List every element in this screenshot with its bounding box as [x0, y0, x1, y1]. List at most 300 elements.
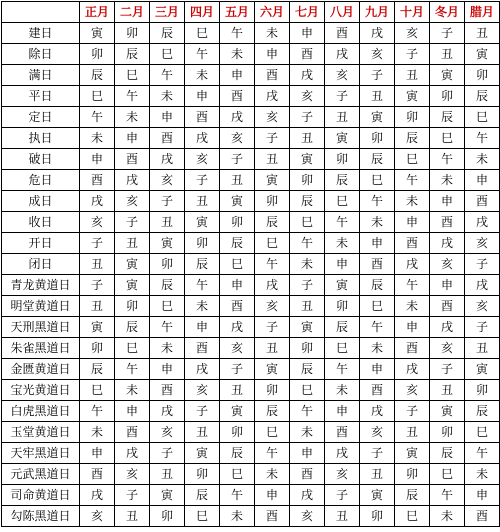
- day-cell: 子: [150, 191, 185, 212]
- day-cell: 辰: [220, 233, 255, 254]
- month-header: 七月: [290, 2, 325, 23]
- day-cell: 丑: [255, 338, 290, 359]
- day-cell: 辰: [255, 212, 290, 233]
- day-cell: 未: [185, 65, 220, 86]
- day-cell: 辰: [325, 317, 360, 338]
- day-cell: 巳: [255, 233, 290, 254]
- day-cell: 辰: [185, 485, 220, 506]
- day-cell: 寅: [150, 233, 185, 254]
- table-row: [2, 149, 500, 170]
- row-label: 平日: [2, 86, 80, 107]
- day-cell: 戌: [325, 44, 360, 65]
- day-cell: 戌: [115, 443, 150, 464]
- day-cell: 申: [430, 191, 465, 212]
- day-cell: 未: [150, 86, 185, 107]
- day-cell: 午: [430, 149, 465, 170]
- table-row: [2, 65, 500, 86]
- row-label: 玉堂黄道日: [2, 422, 80, 443]
- day-cell: 卯: [325, 296, 360, 317]
- day-cell: 午: [465, 443, 500, 464]
- day-cell: 申: [325, 401, 360, 422]
- day-cell: 酉: [395, 233, 430, 254]
- table-row: [2, 44, 500, 65]
- day-cell: 酉: [220, 296, 255, 317]
- table-row: [2, 380, 500, 401]
- row-label: 白虎黑道日: [2, 401, 80, 422]
- day-cell: 未: [395, 296, 430, 317]
- day-cell: 丑: [150, 464, 185, 485]
- day-cell: 戌: [185, 128, 220, 149]
- month-header: 八月: [325, 2, 360, 23]
- day-cell: 巳: [185, 23, 220, 44]
- almanac-day-table: [1, 1, 500, 527]
- day-cell: 酉: [185, 107, 220, 128]
- day-cell: 子: [430, 23, 465, 44]
- table-row: [2, 86, 500, 107]
- day-cell: 戌: [115, 170, 150, 191]
- day-cell: 辰: [395, 128, 430, 149]
- day-cell: 酉: [360, 254, 395, 275]
- day-cell: 申: [360, 233, 395, 254]
- day-cell: 申: [255, 44, 290, 65]
- day-cell: 巳: [395, 506, 430, 527]
- day-cell: 未: [185, 296, 220, 317]
- day-cell: 巳: [150, 44, 185, 65]
- row-label: 勾陈黑道日: [2, 506, 80, 527]
- month-header: 四月: [185, 2, 220, 23]
- day-cell: 寅: [220, 401, 255, 422]
- day-cell: 巳: [325, 338, 360, 359]
- day-cell: 巳: [185, 506, 220, 527]
- day-cell: 申: [150, 107, 185, 128]
- month-header: 九月: [360, 2, 395, 23]
- day-cell: 戌: [395, 254, 430, 275]
- day-cell: 申: [115, 401, 150, 422]
- day-cell: 酉: [115, 422, 150, 443]
- day-cell: 卯: [465, 380, 500, 401]
- month-header: 三月: [150, 2, 185, 23]
- day-cell: 丑: [80, 254, 115, 275]
- day-cell: 子: [255, 317, 290, 338]
- day-cell: 巳: [395, 149, 430, 170]
- day-cell: 子: [185, 401, 220, 422]
- day-cell: 辰: [150, 275, 185, 296]
- day-cell: 酉: [290, 44, 325, 65]
- day-cell: 巳: [290, 212, 325, 233]
- day-cell: 申: [290, 23, 325, 44]
- day-cell: 辰: [290, 191, 325, 212]
- day-cell: 寅: [115, 275, 150, 296]
- day-cell: 子: [360, 443, 395, 464]
- table-row: [2, 422, 500, 443]
- day-cell: 辰: [115, 44, 150, 65]
- day-cell: 辰: [150, 23, 185, 44]
- day-cell: 卯: [255, 191, 290, 212]
- day-cell: 辰: [430, 107, 465, 128]
- day-cell: 丑: [360, 86, 395, 107]
- day-cell: 戌: [185, 359, 220, 380]
- day-cell: 未: [360, 338, 395, 359]
- day-cell: 卯: [430, 422, 465, 443]
- day-cell: 子: [220, 359, 255, 380]
- day-cell: 巳: [360, 170, 395, 191]
- day-cell: 午: [290, 233, 325, 254]
- day-cell: 亥: [325, 65, 360, 86]
- day-cell: 亥: [395, 23, 430, 44]
- day-cell: 戌: [150, 401, 185, 422]
- day-cell: 酉: [80, 464, 115, 485]
- day-cell: 亥: [360, 44, 395, 65]
- day-cell: 卯: [185, 233, 220, 254]
- day-cell: 申: [360, 359, 395, 380]
- day-cell: 卯: [115, 296, 150, 317]
- day-cell: 子: [255, 128, 290, 149]
- day-cell: 未: [255, 23, 290, 44]
- day-cell: 丑: [395, 422, 430, 443]
- table-row: [2, 359, 500, 380]
- day-cell: 酉: [115, 149, 150, 170]
- day-cell: 酉: [255, 65, 290, 86]
- day-cell: 亥: [115, 464, 150, 485]
- month-header: 十月: [395, 2, 430, 23]
- day-cell: 未: [430, 170, 465, 191]
- day-cell: 丑: [115, 233, 150, 254]
- row-label: 天牢黑道日: [2, 443, 80, 464]
- day-cell: 未: [430, 506, 465, 527]
- day-cell: 辰: [115, 317, 150, 338]
- day-cell: 亥: [255, 296, 290, 317]
- day-cell: 巳: [80, 86, 115, 107]
- day-cell: 辰: [255, 401, 290, 422]
- day-cell: 丑: [325, 107, 360, 128]
- day-cell: 未: [290, 254, 325, 275]
- day-cell: 寅: [290, 149, 325, 170]
- day-cell: 寅: [465, 44, 500, 65]
- day-cell: 亥: [325, 464, 360, 485]
- day-cell: 辰: [185, 254, 220, 275]
- day-cell: 寅: [185, 212, 220, 233]
- day-cell: 午: [80, 107, 115, 128]
- table-row: [2, 275, 500, 296]
- day-cell: 卯: [80, 44, 115, 65]
- day-cell: 戌: [290, 485, 325, 506]
- day-cell: 卯: [395, 464, 430, 485]
- day-cell: 辰: [395, 485, 430, 506]
- day-cell: 亥: [150, 170, 185, 191]
- day-cell: 寅: [430, 65, 465, 86]
- day-cell: 申: [150, 359, 185, 380]
- row-label: 司命黄道日: [2, 485, 80, 506]
- day-cell: 亥: [185, 380, 220, 401]
- row-label: 收日: [2, 212, 80, 233]
- day-cell: 子: [115, 485, 150, 506]
- day-cell: 卯: [290, 338, 325, 359]
- day-cell: 亥: [80, 212, 115, 233]
- day-cell: 申: [395, 317, 430, 338]
- day-cell: 子: [80, 233, 115, 254]
- row-label: 青龙黄道日: [2, 275, 80, 296]
- day-cell: 子: [290, 107, 325, 128]
- day-cell: 酉: [395, 338, 430, 359]
- day-cell: 子: [185, 170, 220, 191]
- day-cell: 子: [290, 275, 325, 296]
- day-cell: 辰: [80, 359, 115, 380]
- day-cell: 寅: [325, 275, 360, 296]
- day-cell: 午: [395, 170, 430, 191]
- day-cell: 子: [325, 86, 360, 107]
- day-cell: 酉: [150, 380, 185, 401]
- day-cell: 辰: [360, 275, 395, 296]
- day-cell: 午: [325, 359, 360, 380]
- day-cell: 午: [220, 485, 255, 506]
- day-cell: 寅: [395, 443, 430, 464]
- day-cell: 子: [465, 254, 500, 275]
- day-cell: 午: [150, 65, 185, 86]
- day-cell: 亥: [150, 422, 185, 443]
- table-row: [2, 254, 500, 275]
- table-row: [2, 233, 500, 254]
- day-cell: 午: [325, 212, 360, 233]
- day-cell: 未: [255, 464, 290, 485]
- day-cell: 子: [325, 485, 360, 506]
- day-cell: 午: [395, 275, 430, 296]
- day-cell: 子: [430, 359, 465, 380]
- day-cell: 未: [80, 128, 115, 149]
- day-cell: 酉: [360, 380, 395, 401]
- day-cell: 丑: [465, 338, 500, 359]
- day-cell: 辰: [290, 359, 325, 380]
- day-cell: 卯: [430, 86, 465, 107]
- day-cell: 酉: [465, 191, 500, 212]
- day-cell: 亥: [80, 506, 115, 527]
- table-row: [2, 191, 500, 212]
- day-cell: 申: [220, 65, 255, 86]
- day-cell: 午: [185, 44, 220, 65]
- day-cell: 申: [430, 275, 465, 296]
- day-cell: 亥: [290, 86, 325, 107]
- day-cell: 酉: [150, 128, 185, 149]
- day-cell: 卯: [360, 506, 395, 527]
- day-cell: 酉: [430, 212, 465, 233]
- day-cell: 午: [465, 128, 500, 149]
- day-cell: 亥: [290, 506, 325, 527]
- day-cell: 申: [255, 485, 290, 506]
- day-cell: 丑: [185, 191, 220, 212]
- day-cell: 卯: [325, 149, 360, 170]
- day-cell: 子: [360, 65, 395, 86]
- header-row: [2, 2, 500, 23]
- table-row: [2, 107, 500, 128]
- day-cell: 卯: [290, 170, 325, 191]
- day-cell: 卯: [150, 254, 185, 275]
- day-cell: 寅: [255, 170, 290, 191]
- day-cell: 子: [220, 149, 255, 170]
- table-row: [2, 170, 500, 191]
- table-row: [2, 296, 500, 317]
- corner-cell: [2, 2, 80, 23]
- table-row: [2, 443, 500, 464]
- day-cell: 戌: [220, 317, 255, 338]
- day-cell: 巳: [465, 107, 500, 128]
- day-cell: 未: [395, 191, 430, 212]
- table-row: [2, 338, 500, 359]
- day-cell: 丑: [185, 422, 220, 443]
- day-cell: 亥: [465, 296, 500, 317]
- day-cell: 申: [465, 170, 500, 191]
- day-cell: 申: [325, 254, 360, 275]
- row-label: 朱雀黑道日: [2, 338, 80, 359]
- day-cell: 辰: [80, 65, 115, 86]
- day-cell: 酉: [430, 296, 465, 317]
- day-cell: 未: [115, 107, 150, 128]
- day-cell: 寅: [290, 317, 325, 338]
- day-cell: 巳: [430, 128, 465, 149]
- day-cell: 卯: [150, 506, 185, 527]
- day-cell: 巳: [150, 296, 185, 317]
- day-cell: 巳: [220, 464, 255, 485]
- day-cell: 戌: [255, 86, 290, 107]
- day-cell: 午: [115, 359, 150, 380]
- day-cell: 巳: [290, 380, 325, 401]
- day-cell: 巳: [220, 254, 255, 275]
- day-cell: 未: [465, 464, 500, 485]
- day-cell: 亥: [220, 128, 255, 149]
- day-cell: 卯: [360, 128, 395, 149]
- day-cell: 酉: [465, 506, 500, 527]
- day-cell: 申: [80, 443, 115, 464]
- day-cell: 未: [325, 380, 360, 401]
- day-cell: 亥: [115, 191, 150, 212]
- row-label: 危日: [2, 170, 80, 191]
- day-cell: 亥: [360, 422, 395, 443]
- day-cell: 酉: [185, 338, 220, 359]
- day-cell: 未: [150, 338, 185, 359]
- day-cell: 戌: [465, 212, 500, 233]
- day-cell: 子: [115, 212, 150, 233]
- day-cell: 辰: [465, 401, 500, 422]
- day-cell: 卯: [80, 338, 115, 359]
- day-cell: 午: [220, 23, 255, 44]
- day-cell: 午: [185, 275, 220, 296]
- day-cell: 寅: [255, 359, 290, 380]
- table-row: [2, 317, 500, 338]
- day-cell: 申: [80, 149, 115, 170]
- day-cell: 丑: [430, 380, 465, 401]
- day-cell: 寅: [465, 359, 500, 380]
- month-header: 二月: [115, 2, 150, 23]
- row-label: 成日: [2, 191, 80, 212]
- day-cell: 戌: [465, 275, 500, 296]
- day-cell: 寅: [80, 317, 115, 338]
- day-cell: 丑: [115, 506, 150, 527]
- row-label: 闭日: [2, 254, 80, 275]
- day-cell: 戌: [325, 443, 360, 464]
- day-cell: 巳: [325, 191, 360, 212]
- month-header: 正月: [80, 2, 115, 23]
- day-cell: 寅: [325, 128, 360, 149]
- row-label: 宝光黄道日: [2, 380, 80, 401]
- day-cell: 卯: [465, 65, 500, 86]
- day-cell: 戌: [80, 485, 115, 506]
- day-cell: 午: [80, 401, 115, 422]
- day-cell: 卯: [220, 212, 255, 233]
- table-body: [2, 23, 500, 527]
- day-cell: 丑: [395, 65, 430, 86]
- day-cell: 亥: [430, 338, 465, 359]
- day-cell: 丑: [465, 23, 500, 44]
- day-cell: 亥: [255, 107, 290, 128]
- day-cell: 卯: [115, 23, 150, 44]
- day-cell: 戌: [430, 317, 465, 338]
- day-cell: 卯: [220, 422, 255, 443]
- day-cell: 午: [115, 86, 150, 107]
- day-cell: 午: [430, 485, 465, 506]
- day-cell: 酉: [325, 23, 360, 44]
- row-label: 明堂黄道日: [2, 296, 80, 317]
- day-cell: 戌: [80, 191, 115, 212]
- day-cell: 卯: [395, 107, 430, 128]
- day-cell: 辰: [220, 443, 255, 464]
- day-cell: 辰: [465, 86, 500, 107]
- day-cell: 丑: [325, 506, 360, 527]
- day-cell: 巳: [80, 380, 115, 401]
- day-cell: 未: [360, 212, 395, 233]
- day-cell: 申: [185, 86, 220, 107]
- day-cell: 未: [465, 149, 500, 170]
- table-row: [2, 128, 500, 149]
- row-label: 定日: [2, 107, 80, 128]
- day-cell: 辰: [430, 443, 465, 464]
- row-label: 建日: [2, 23, 80, 44]
- day-cell: 申: [465, 485, 500, 506]
- day-cell: 子: [395, 401, 430, 422]
- day-cell: 午: [360, 191, 395, 212]
- day-cell: 寅: [220, 191, 255, 212]
- day-cell: 子: [465, 317, 500, 338]
- day-cell: 寅: [80, 23, 115, 44]
- table-row: [2, 401, 500, 422]
- day-cell: 亥: [430, 254, 465, 275]
- day-cell: 寅: [115, 254, 150, 275]
- day-cell: 巳: [430, 464, 465, 485]
- day-cell: 酉: [255, 506, 290, 527]
- row-label: 除日: [2, 44, 80, 65]
- day-cell: 戌: [220, 107, 255, 128]
- day-cell: 巳: [115, 338, 150, 359]
- day-cell: 亥: [185, 149, 220, 170]
- day-cell: 酉: [220, 86, 255, 107]
- day-cell: 戌: [290, 65, 325, 86]
- day-cell: 卯: [185, 464, 220, 485]
- day-cell: 申: [220, 275, 255, 296]
- day-cell: 丑: [255, 149, 290, 170]
- day-cell: 申: [185, 317, 220, 338]
- row-label: 破日: [2, 149, 80, 170]
- day-cell: 戌: [430, 233, 465, 254]
- day-cell: 丑: [430, 44, 465, 65]
- day-cell: 巳: [465, 422, 500, 443]
- day-cell: 寅: [430, 401, 465, 422]
- day-cell: 酉: [325, 422, 360, 443]
- day-cell: 巳: [115, 65, 150, 86]
- day-cell: 丑: [80, 296, 115, 317]
- day-cell: 亥: [395, 380, 430, 401]
- day-cell: 午: [360, 317, 395, 338]
- day-cell: 午: [150, 317, 185, 338]
- day-cell: 酉: [290, 464, 325, 485]
- table-row: [2, 23, 500, 44]
- month-header: 腊月: [465, 2, 500, 23]
